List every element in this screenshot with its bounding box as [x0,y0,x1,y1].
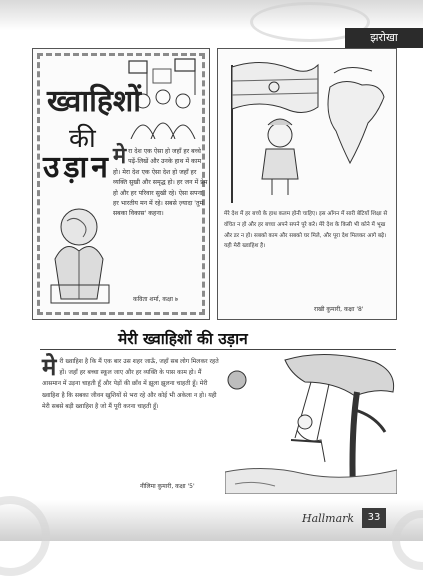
poster-left-title-line2: की [69,124,96,154]
brand-logo-text: Hallmark [302,512,355,525]
globe-in-hands-illustration [45,199,115,309]
girl-on-swing-under-tree-illustration [225,352,397,494]
poster-right-signature: राखी कुमारी, कक्षा '8' [314,306,364,313]
poster-left-title-line3: उड़ान [43,150,112,185]
article-title: मेरी ख्वाहिशों की उड़ान [118,330,248,348]
page-number: 33 [362,508,386,528]
article-drop-cap: मे [42,353,57,381]
poster-left-body-text: रा देश एक ऐसा हो जहाँ हर बच्चे पढ़ें-लिखें और उनके हाथ में काम हो। मेरा देश एक ऐसा देश हो जहाँ हर व्यक्ति सुखी और समृद्ध हो। हर जन में प्रेम हो और हर परिवार सुखी रहे। ऐसा सपना हर भारतीय मन में रहे। सबसे ज़्यादा 'तुम सबका विकास' कहना। [113,148,208,218]
article-body-text: री ख्वाहिश है कि मैं एक बार उस शहर जाऊँ, जहाँ सब लोग मिलकर रहते हों। जहाँ हर बच्चा स्कूल जाए और हर व्यक्ति के पास काम हो। मैं आसमान में उड़ना चाहती हूँ और पेड़ों की छाँव में झूला झूलना चाहती हूँ। मेरी ख्वाहिश है कि सबका जीवन खुशियों से भरा रहे और कोई भी अकेला न हो। यही मेरी सबसे बड़ी ख्वाहिश है जो मैं पूरी करना चाहती हूँ। [42,358,219,410]
section-label: झरोखा [345,28,423,48]
poster-left [32,48,210,320]
poster-left-title-line1: ख्वाहिशों [47,84,141,119]
poster-right [217,48,397,320]
flag-salute-india-map-illustration [222,53,394,203]
poster-left-drop-cap: मे [113,144,127,169]
article-body [42,353,222,412]
article-signature: नीलिमा कुमारी, कक्षा '5' [140,483,195,490]
title-divider [40,349,396,350]
poster-right-body: मेरे देश में हर बच्चे के हाथ कलम होनी चाहिए। इस आँगन में सारी बेटियाँ शिक्षा से वंचित न हो और हर बच्चा अपने सपने पूरे करे। मेरे देश के किसी भी कोने में भूख और डर न हो। सबको काम और सबको घर मिले, और पूरा देश मिलकर आगे बढ़े। यही मेरी ख्वाहिश है। [224,211,388,250]
poster-left-signature: कविता शर्मा, कक्षा ७ [133,296,178,303]
bottom-decorative-band [0,500,423,541]
poster-left-body [113,144,209,220]
